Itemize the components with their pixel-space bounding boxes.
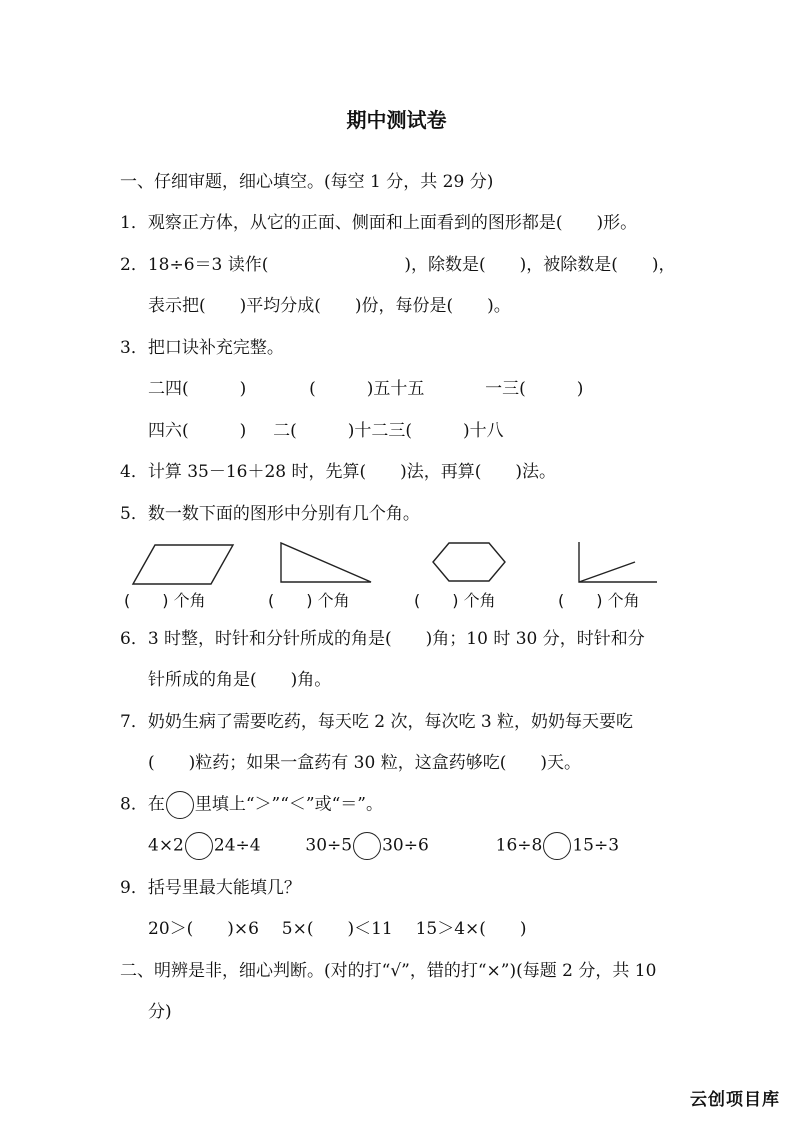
compare-circle-blank[interactable] — [353, 832, 381, 860]
question-3-row2 — [148, 419, 504, 443]
compare-left: 16÷8 — [495, 835, 543, 856]
page-title: 期中测试卷 — [346, 108, 447, 132]
q9-item: 20＞( )×6 — [148, 919, 259, 939]
question-1: 1．观察正方体，从它的正面、侧面和上面看到的图形都是( )形。 — [120, 213, 638, 233]
question-7-line1: 7．奶奶生病了需要吃药，每天吃 2 次，每次吃 3 粒，奶奶每天要吃 — [120, 712, 634, 732]
compare-right: 24÷4 — [213, 835, 261, 856]
q3-item: 二四( ) — [148, 379, 247, 399]
watermark: 云创项目库 — [690, 1090, 780, 1110]
question-4: 4．计算 35－16＋28 时，先算( )法，再算( )法。 — [120, 462, 557, 482]
question-9: 9．括号里最大能填几？ — [120, 878, 301, 898]
q9-item: 15＞4×( ) — [415, 919, 527, 939]
question-6-line1: 6．3 时整，时针和分针所成的角是( )角；10 时 30 分，时针和分 — [120, 629, 645, 649]
compare-right: 30÷6 — [382, 835, 429, 856]
question-2-line1: 2．18÷6＝3 读作( )，除数是( )，被除数是( )， — [120, 255, 676, 275]
angle-count-label-1: ( ) 个角 — [124, 591, 206, 610]
question-6-line2: 针所成的角是( )角。 — [148, 670, 332, 690]
section2-heading-line1: 二、明辨是非，细心判断。(对的打“√”，错的打“×”)(每题 2 分，共 10 — [120, 961, 657, 981]
section2-heading-line2: 分) — [148, 1002, 172, 1022]
hexagon-shape — [433, 543, 505, 581]
q8-suffix: 里填上“＞”“＜”或“＝”。 — [194, 794, 383, 815]
section1-heading: 一、仔细审题，细心填空。(每空 1 分，共 29 分) — [120, 172, 494, 192]
angle-count-label-4: ( ) 个角 — [558, 591, 640, 610]
compare-circle-blank[interactable] — [543, 832, 571, 860]
angle-count-label-2: ( ) 个角 — [268, 591, 350, 610]
compare-circle-blank[interactable] — [185, 832, 213, 860]
right-triangle-shape — [281, 543, 371, 582]
question-5: 5．数一数下面的图形中分别有几个角。 — [120, 504, 420, 524]
question-7-line2: ( )粒药；如果一盒药有 30 粒，这盒药够吃( )天。 — [148, 753, 581, 773]
angle-shapes — [125, 540, 685, 590]
question-3: 3．把口诀补充完整。 — [120, 338, 284, 358]
question-9-items — [148, 917, 527, 941]
angle-shape — [579, 542, 657, 582]
angle-count-label-3: ( ) 个角 — [414, 591, 496, 610]
q3-item: 一三( ) — [485, 379, 584, 399]
compare-right: 15÷3 — [572, 835, 620, 856]
question-3-row1 — [148, 377, 583, 401]
compare-left: 30÷5 — [305, 835, 353, 856]
q3-item: ( )五十五 — [309, 379, 425, 399]
q3-item: 二( )十二三( )十八 — [273, 421, 504, 441]
q9-item: 5×( )＜11 — [281, 919, 393, 939]
question-2-line2: 表示把( )平均分成( )份，每份是( )。 — [148, 296, 511, 316]
question-8 — [120, 791, 383, 819]
q8-prefix: 8．在 — [120, 794, 165, 815]
compare-circle-icon — [166, 791, 194, 819]
parallelogram-shape — [133, 545, 233, 584]
q3-item: 四六( ) — [148, 421, 247, 441]
compare-left: 4×2 — [148, 835, 184, 856]
question-8-items — [148, 832, 619, 860]
